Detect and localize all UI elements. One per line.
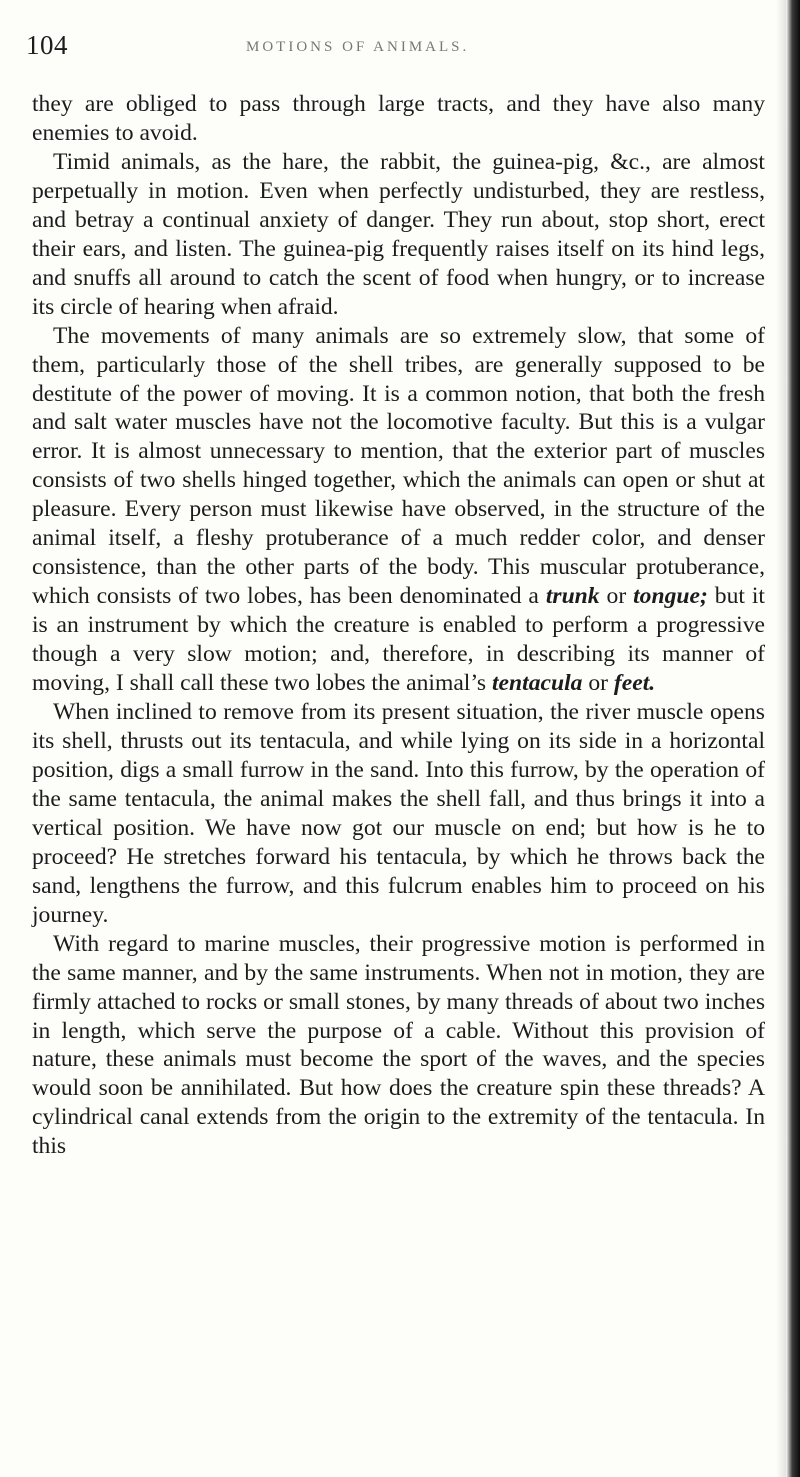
paragraph-3: [32, 322, 765, 698]
running-head: [26, 30, 766, 64]
paragraph-5: With regard to marine muscles, their progressive motion is performed in the same manner, and by the same instruments. When not in motion, they are firmly attached to rocks or small stones, by many threads of about two inches in length, which serve the purpose of a cable. Without this provision of nature, these animals must become the sport of the waves, and the species would soon be annihilated. But how does the creature spin these threads? A cylindrical canal extends from the origin to the extremity of the tentacula. In this: [32, 930, 765, 1160]
paragraph-3-text-a: The movements of many animals are so extremely slow, that some of them, particularly those of the shell tribes, are generally supposed to be destitute of the power of moving. It is a common notion, that both the fresh and salt water muscles have not the locomotive faculty. But this is a vulgar error. It is almost unnecessary to mention, that the exterior part of muscles consists of two shells hinged together, which the animals can open or shut at pleasure. Every person must likewise have observed, in the structure of the animal itself, a fleshy protuberance of a much redder color, and denser consistence, than the other parts of the body. This muscular protuberance, which consists of two lobes, has been denominated a: [32, 322, 765, 610]
term-tentacula: tentacula: [492, 670, 583, 697]
page-number: 104: [26, 30, 68, 60]
term-feet: feet.: [613, 670, 656, 697]
paragraph-3-connector-1: or: [599, 583, 634, 610]
paragraph-3-text-b: but it is an instrument by which the creature is enabled to perform a progressive though a very slow motion; and, therefore, in describing its manner of moving, I shall call these two lobes the animal’s: [32, 583, 765, 697]
paragraph-4: When inclined to remove from its present situation, the river muscle opens its shell, thrusts out its tentacula, and while lying on its side in a horizontal position, digs a small furrow in the sand. Into this furrow, by the operation of the same tentacula, the animal makes the shell fall, and thus brings it into a vertical position. We have now got our muscle on end; but how is he to proceed? He stretches forward his tentacula, by which he throws back the sand, lengthens the furrow, and this fulcrum enables him to proceed on his journey.: [32, 699, 765, 928]
term-tongue: tongue;: [633, 583, 708, 610]
binding-edge: [786, 0, 800, 1477]
term-trunk: trunk: [545, 583, 600, 610]
paragraph-3-connector-2: or: [582, 670, 614, 697]
binding-shadow: [776, 0, 786, 1477]
running-title: MOTIONS OF ANIMALS.: [246, 39, 470, 55]
paragraph-1: they are obliged to pass through large tracts, and they have also many enemies to avoid.: [32, 91, 765, 146]
paragraph-2: Timid animals, as the hare, the rabbit, the guinea-pig, &c., are almost perpetually in motion. Even when perfectly undisturbed, they are restless, and betray a continual anxiety of danger. They run about, stop short, erect their ears, and listen. The guinea-pig frequently raises itself on its hind legs, and snuffs all around to catch the scent of food when hungry, or to increase its circle of hearing when afraid.: [32, 148, 765, 320]
body-text: [32, 90, 765, 1161]
